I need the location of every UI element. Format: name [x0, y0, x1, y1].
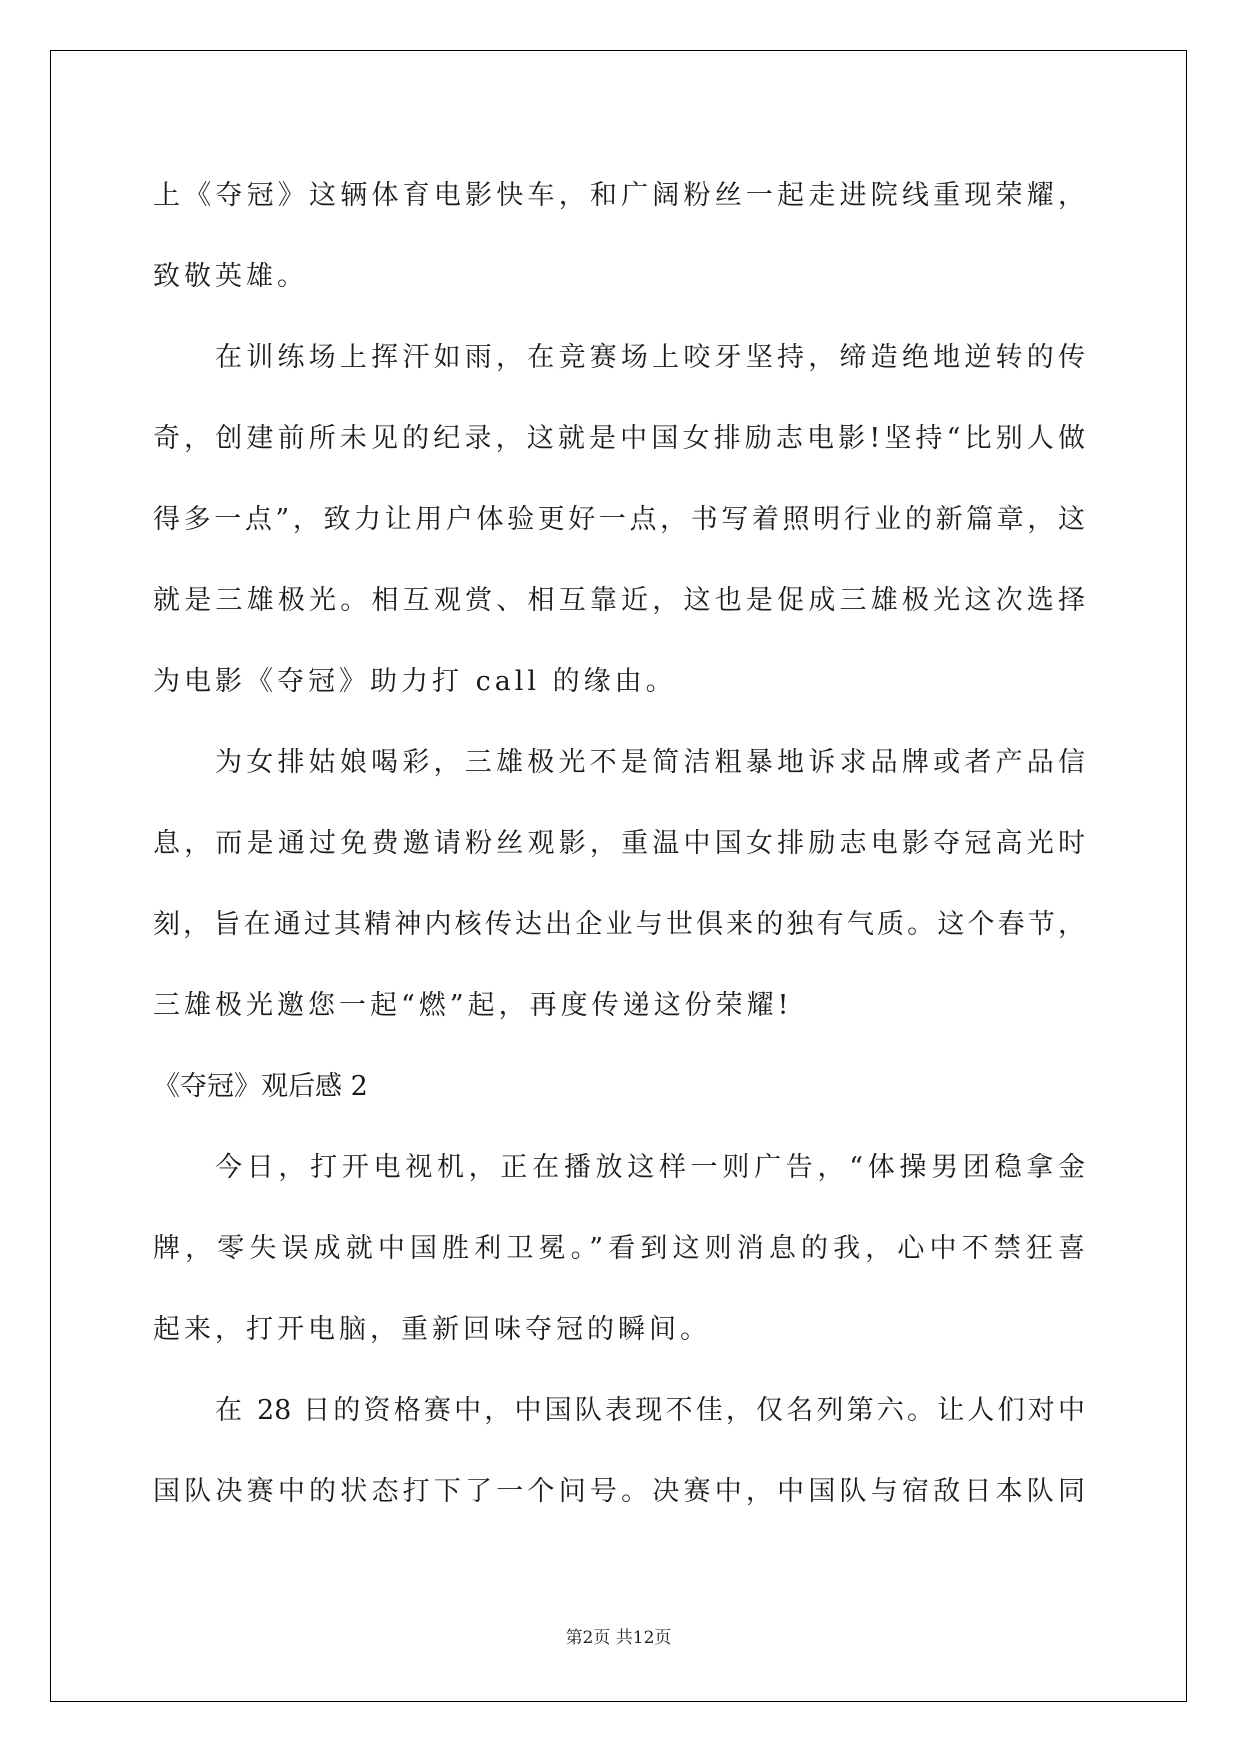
section-heading: 《夺冠》观后感 2 [153, 1071, 368, 1102]
text-line: 三雄极光邀您一起“燃”起，再度传递这份荣耀! [153, 990, 793, 1021]
text-line: 就是三雄极光。相互观赏、相互靠近，这也是促成三雄极光这次选择 [153, 585, 1085, 616]
text-line: 国队决赛中的状态打下了一个问号。决赛中，中国队与宿敌日本队同 [153, 1476, 1085, 1507]
text-line: 刻，旨在通过其精神内核传达出企业与世俱来的独有气质。这个春节， [153, 909, 1085, 940]
text-line: 为电影《夺冠》助力打 call 的缘由。 [153, 666, 677, 697]
text-line: 牌，零失误成就中国胜利卫冕。”看到这则消息的我，心中不禁狂喜 [153, 1233, 1085, 1264]
paragraph-first-line: 在训练场上挥汗如雨，在竞赛场上咬牙坚持，缔造绝地逆转的传 [215, 342, 1085, 373]
paragraph-first-line: 在 28 日的资格赛中，中国队表现不佳，仅名列第六。让人们对中 [215, 1395, 1085, 1426]
text-line: 起来，打开电脑，重新回味夺冠的瞬间。 [153, 1314, 711, 1345]
text-line: 致敬英雄。 [153, 261, 308, 292]
text-line: 上《夺冠》这辆体育电影快车，和广阔粉丝一起走进院线重现荣耀， [153, 180, 1085, 211]
text-line: 息，而是通过免费邀请粉丝观影，重温中国女排励志电影夺冠高光时 [153, 828, 1085, 859]
paragraph-first-line: 今日，打开电视机，正在播放这样一则广告，“体操男团稳拿金 [215, 1152, 1085, 1183]
text-line: 奇，创建前所未见的纪录，这就是中国女排励志电影!坚持“比别人做 [153, 423, 1085, 454]
page-number-footer: 第2页 共12页 [565, 1628, 672, 1648]
text-line: 得多一点”，致力让用户体验更好一点，书写着照明行业的新篇章，这 [153, 504, 1085, 535]
paragraph-first-line: 为女排姑娘喝彩，三雄极光不是简洁粗暴地诉求品牌或者产品信 [215, 747, 1085, 778]
document-body [153, 155, 1085, 1532]
